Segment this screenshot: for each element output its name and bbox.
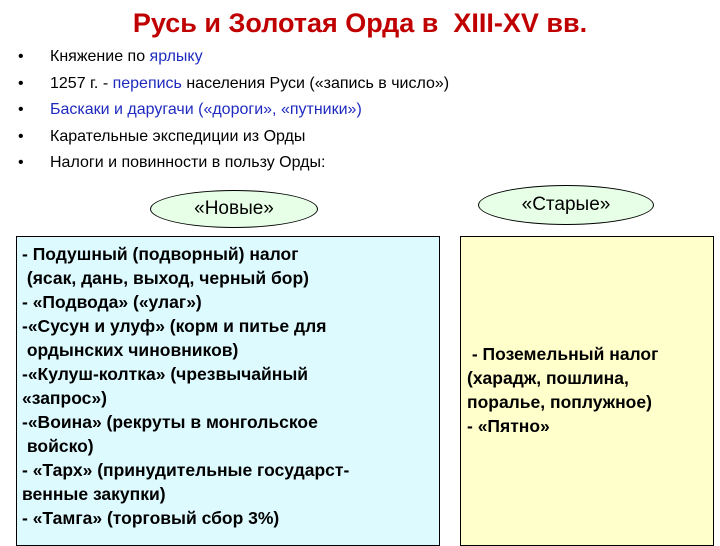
bullet-item-baskaki: [18, 97, 449, 124]
new-tax-line: -«Сусун и улуф» (корм и питье для: [22, 316, 327, 336]
bullet-item-census: [18, 71, 449, 98]
old-tax-line: (харадж, пошлина,: [467, 368, 629, 388]
new-tax-line: венные закупки): [22, 484, 166, 504]
new-tax-line: «запрос»): [22, 388, 107, 408]
old-tax-line: - Поземельный налог: [467, 344, 659, 364]
bullet-text: Баскаки и даругачи («дороги», «путники»): [50, 101, 362, 118]
highlight-term: перепись: [112, 74, 182, 92]
bullet-icon: •: [18, 101, 24, 118]
old-taxes-label: «Старые»: [478, 185, 654, 225]
new-tax-line: - «Тамга» (торговый сбор 3%): [22, 508, 280, 528]
bullet-text: Карательные экспедиции из Орды: [50, 127, 306, 145]
old-taxes-box: [460, 236, 714, 546]
old-tax-line: - «Пятно»: [467, 416, 550, 436]
bullet-text: Налоги и повинности в пользу Орды:: [50, 154, 326, 171]
bullet-item-yarlyk: [18, 44, 449, 71]
new-tax-line: - «Подвода» («улаг»): [22, 292, 202, 312]
page-title: Русь и Золотая Орда в XIII-XV вв.: [132, 8, 588, 38]
old-tax-line: поралье, поплужное): [467, 392, 652, 412]
bullet-icon: •: [18, 48, 24, 65]
bullet-icon: •: [18, 154, 24, 171]
bullet-text: 1257 г. -: [50, 74, 113, 92]
new-taxes-label: «Новые»: [150, 190, 318, 228]
highlight-term: ярлыку: [149, 48, 203, 65]
bullet-icon: •: [18, 74, 24, 92]
bullet-item-taxes: [18, 150, 449, 177]
new-tax-line: -«Воина» (рекруты в монгольское: [22, 412, 318, 432]
bullet-item-expeditions: [18, 124, 449, 151]
new-tax-line: -«Кулуш-колтка» (чрезвычайный: [22, 364, 309, 384]
new-tax-line: - Подушный (подворный) налог: [22, 244, 299, 264]
bullet-list: [18, 44, 449, 177]
new-tax-line: - «Тарх» (принудительные государст-: [22, 460, 350, 480]
new-tax-line: войско): [22, 436, 94, 456]
new-tax-line: ордынских чиновников): [22, 340, 239, 360]
new-tax-line: (ясак, дань, выход, черный бор): [22, 268, 309, 288]
bullet-text: Княжение по: [50, 48, 150, 65]
new-taxes-box: [16, 236, 440, 546]
bullet-icon: •: [18, 127, 24, 145]
bullet-text: населения Руси («запись в число»): [181, 74, 450, 92]
